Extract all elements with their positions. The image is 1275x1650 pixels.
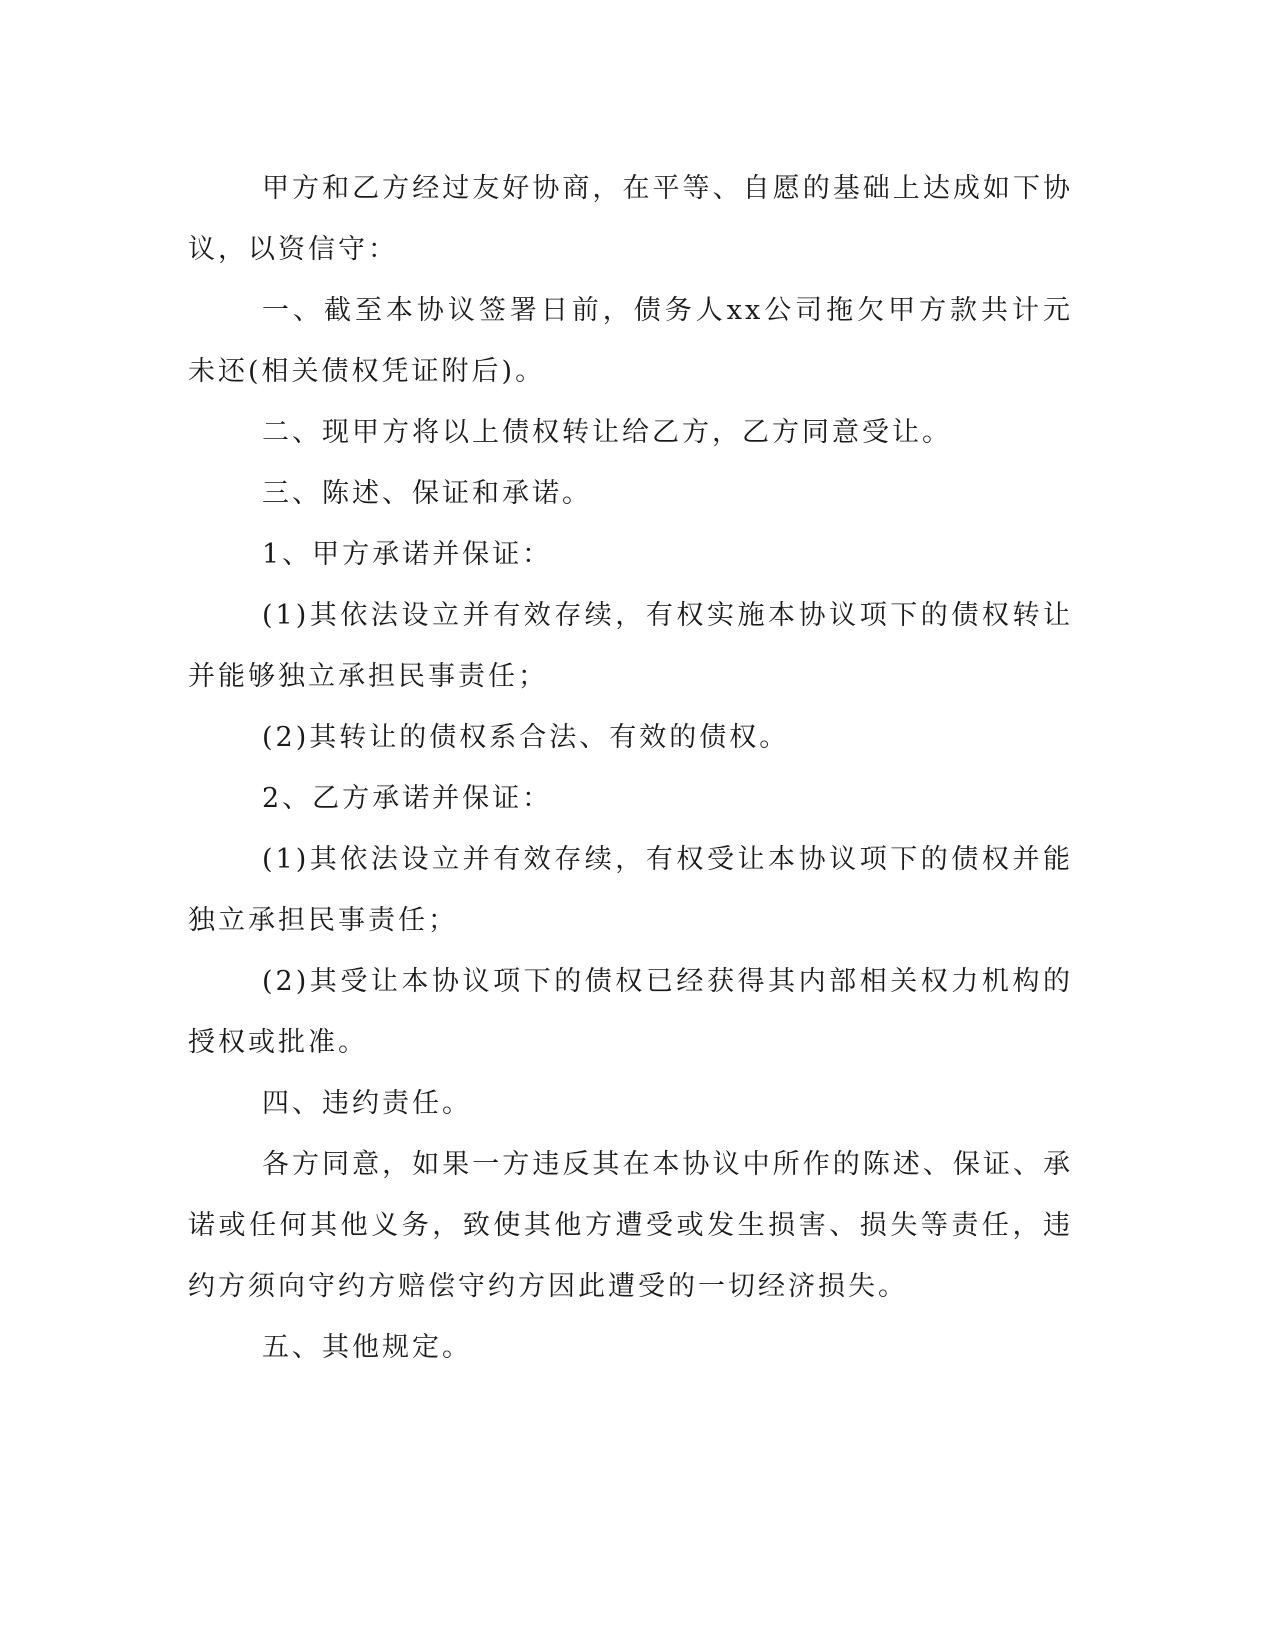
paragraph-party-a-item-1: (1)其依法设立并有效存续，有权实施本协议项下的债权转让并能够独立承担民事责任；	[188, 600, 1073, 692]
paragraph-party-b-heading: 2、乙方承诺并保证：	[262, 783, 553, 814]
paragraph-clause-3-heading: 三、陈述、保证和承诺。	[262, 478, 592, 509]
document-body	[188, 158, 1073, 1378]
paragraph-clause-1: 一、截至本协议签署日前，债务人xx公司拖欠甲方款共计元未还(相关债权凭证附后)。	[188, 295, 1073, 387]
paragraph-clause-5-heading: 五、其他规定。	[262, 1332, 472, 1363]
paragraph-party-b-item-2: (2)其受让本协议项下的债权已经获得其内部相关权力机构的授权或批准。	[188, 966, 1073, 1058]
paragraph-party-a-heading: 1、甲方承诺并保证：	[262, 539, 553, 570]
paragraph-party-a-item-2: (2)其转让的债权系合法、有效的债权。	[262, 722, 790, 753]
paragraph-party-b-item-1: (1)其依法设立并有效存续，有权受让本协议项下的债权并能独立承担民事责任；	[188, 844, 1073, 936]
paragraph-clause-4-heading: 四、违约责任。	[262, 1088, 472, 1119]
paragraph-clause-4-body: 各方同意，如果一方违反其在本协议中所作的陈述、保证、承诺或任何其他义务，致使其他方遭受或发生损害、损失等责任，违约方须向守约方赔偿守约方因此遭受的一切经济损失。	[188, 1149, 1073, 1302]
paragraph-intro: 甲方和乙方经过友好协商，在平等、自愿的基础上达成如下协议，以资信守：	[188, 173, 1073, 265]
paragraph-clause-2: 二、现甲方将以上债权转让给乙方，乙方同意受让。	[262, 417, 952, 448]
